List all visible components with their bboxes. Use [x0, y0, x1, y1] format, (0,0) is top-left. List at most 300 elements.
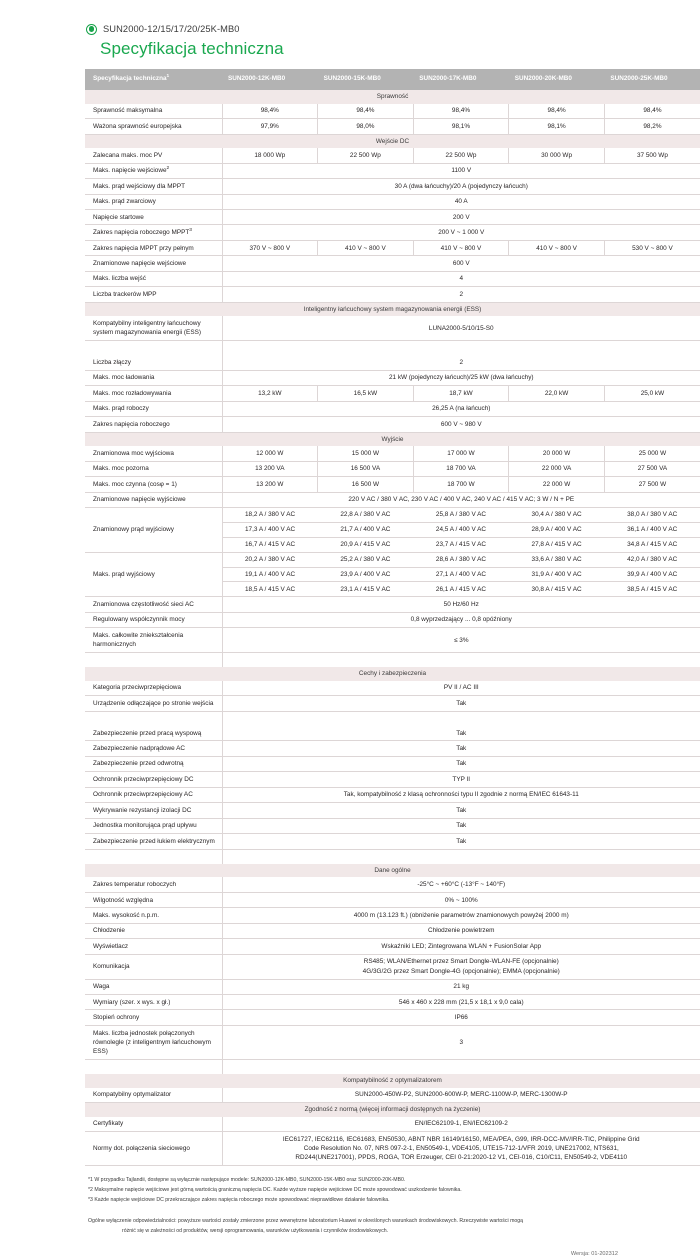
section-title: Wejście DC — [85, 134, 700, 148]
row-label-text: Zabezpieczenie przed pracą wyspową — [93, 729, 202, 737]
cell-value-span: SUN2000-450W-P2, SUN2000-600W-P, MERC-1100W-P, MERC-1300W-P — [222, 1088, 700, 1103]
row-label — [85, 892, 222, 907]
row-label — [85, 597, 222, 612]
cell-value: 98,4% — [604, 104, 700, 119]
cell-value-line: 4G/3G/2G przez Smart Dongle-4G (opcjonalnie); EMMA (opcjonalnie) — [362, 967, 560, 975]
cell-value: 27 500 VA — [604, 461, 700, 476]
table-row — [85, 1088, 700, 1103]
row-label-text: Maks. prąd zwarciowy — [93, 198, 156, 206]
cell-value: 15 000 W — [318, 446, 414, 461]
table-row — [85, 287, 700, 302]
section-title: Zgodność z normą (więcej informacji dostępnych na życzenie) — [85, 1103, 700, 1117]
cell-value-span: LUNA2000-5/10/15-S0 — [222, 316, 700, 340]
cell-value-span: PV II / AC III — [222, 681, 700, 696]
table-row — [85, 1117, 700, 1132]
row-spacer-value — [222, 653, 700, 668]
column-header-12k: SUN2000-12K-MB0 — [222, 69, 318, 90]
cell-value: 25,0 kW — [604, 386, 700, 401]
cell-value: 22 500 Wp — [318, 148, 414, 163]
row-label — [85, 939, 222, 954]
row-label-text: Kompatybilny optymalizator — [93, 1091, 172, 1099]
table-row — [85, 681, 700, 696]
row-label — [85, 756, 222, 771]
table-row — [85, 979, 700, 994]
page-title: Specyfikacja techniczna — [100, 39, 284, 58]
row-label — [85, 726, 222, 741]
row-spacer — [85, 849, 700, 864]
table-row — [85, 954, 700, 979]
table-row — [85, 877, 700, 892]
table-row — [85, 417, 700, 432]
cell-value-line: 34,8 A / 415 V AC — [627, 541, 678, 549]
row-label-text: Znamionowa moc wyjściowa — [93, 449, 174, 457]
row-label-text: Wilgotność względna — [93, 896, 154, 904]
cell-value: 22 000 W — [509, 477, 605, 492]
cell-value-line: 27,8 A / 415 V AC — [531, 541, 582, 549]
table-body — [85, 90, 700, 1166]
row-label-text: Maks. całkowite zniekształcenia harmonicznych — [93, 631, 184, 649]
table-row — [85, 787, 700, 802]
cell-value-stack — [509, 508, 605, 553]
cell-value: 370 V ~ 800 V — [222, 240, 318, 255]
row-label — [85, 787, 222, 802]
row-label-text: Zabezpieczenie nadprądowe AC — [93, 744, 186, 752]
row-label — [85, 741, 222, 756]
cell-value: 98,2% — [604, 119, 700, 134]
cell-value-line: 25,8 A / 380 V AC — [413, 508, 509, 523]
cell-value: 98,1% — [413, 119, 509, 134]
cell-value-span: 200 V — [222, 209, 700, 224]
cell-value: 12 000 W — [222, 446, 318, 461]
cell-value-line: 23,7 A / 415 V AC — [435, 541, 487, 549]
cell-value-span: 600 V ~ 980 V — [222, 417, 700, 432]
row-label — [85, 877, 222, 892]
cell-value-span: Tak — [222, 741, 700, 756]
cell-value-span: 0,8 wyprzedzający ... 0,8 opóźniony — [222, 612, 700, 627]
table-row — [85, 1010, 700, 1025]
cell-value-stack — [509, 552, 605, 597]
cell-value: 98,4% — [509, 104, 605, 119]
row-label-text: Ochronnik przeciwprzepięciowy DC — [93, 775, 194, 783]
row-label — [85, 1010, 222, 1025]
version-label: Wersja: 01-202312 — [570, 1250, 618, 1257]
row-label-text: Ochronnik przeciwprzepięciowy AC — [93, 791, 193, 799]
cell-value: 410 V ~ 800 V — [509, 240, 605, 255]
cell-value-span: 600 V — [222, 256, 700, 271]
row-label-text: Zakres napięcia roboczego MPPT — [93, 229, 190, 237]
column-header-25k: SUN2000-25K-MB0 — [604, 69, 700, 90]
cell-value-line: 21,7 A / 400 V AC — [318, 523, 414, 538]
row-label-text: Zakres napięcia MPPT przy pełnym — [93, 244, 194, 252]
row-label-text: Napięcie startowe — [93, 213, 144, 221]
cell-value-span: EN/IEC62109-1, EN/IEC62109-2 — [222, 1117, 700, 1132]
section-title: Cechy i zabezpieczenia — [85, 667, 700, 681]
row-label-text: Maks. moc rozładowywania — [93, 389, 172, 397]
cell-value-span: Tak — [222, 756, 700, 771]
table-row — [85, 119, 700, 134]
row-label — [85, 923, 222, 938]
table-row — [85, 148, 700, 163]
row-label — [85, 461, 222, 476]
row-label — [85, 908, 222, 923]
table-row — [85, 446, 700, 461]
cell-value-line: 38,5 A / 415 V AC — [627, 585, 678, 593]
cell-value-line: 27,1 A / 400 V AC — [413, 568, 509, 583]
row-label — [85, 696, 222, 711]
row-label-text: Komunikacja — [93, 963, 130, 971]
table-header — [85, 69, 700, 90]
row-spacer-label — [85, 711, 222, 726]
cell-value-span: 4000 m (13.123 ft.) (obniżenie parametrów znamionowych powyżej 2000 m) — [222, 908, 700, 923]
cell-value-span: 40 A — [222, 194, 700, 209]
cell-value: 25 000 W — [604, 446, 700, 461]
table-row — [85, 508, 700, 553]
huawei-logo-icon — [86, 24, 97, 35]
table-row — [85, 240, 700, 255]
row-spacer-value — [222, 711, 700, 726]
row-label — [85, 417, 222, 432]
cell-value-span — [222, 954, 700, 979]
cell-value-span: Wskaźniki LED; Zintegrowana WLAN + FusionSolar App — [222, 939, 700, 954]
row-label-text: Regulowany współczynnik mocy — [93, 616, 185, 624]
table-row — [85, 1132, 700, 1166]
cell-value: 98,0% — [318, 119, 414, 134]
cell-value: 16 500 VA — [318, 461, 414, 476]
section-title: Sprawność — [85, 90, 700, 104]
cell-value-span: 30 A (dwa łańcuchy)/20 A (pojedynczy łańcuch) — [222, 179, 700, 194]
row-label-text: Ważona sprawność europejska — [93, 122, 182, 130]
table-row — [85, 628, 700, 653]
row-spacer — [85, 711, 700, 726]
row-label — [85, 446, 222, 461]
row-label — [85, 104, 222, 119]
column-header-15k: SUN2000-15K-MB0 — [318, 69, 414, 90]
section-header-row — [85, 1103, 700, 1117]
table-row — [85, 163, 700, 178]
cell-value: 27 500 W — [604, 477, 700, 492]
cell-value: 22,0 kW — [509, 386, 605, 401]
section-header-row — [85, 667, 700, 681]
row-label — [85, 316, 222, 340]
cell-value-line: 42,0 A / 380 V AC — [604, 553, 700, 568]
row-label — [85, 772, 222, 787]
row-label-text: Wymiary (szer. x wys. x gł.) — [93, 998, 171, 1006]
table-row — [85, 834, 700, 849]
footnotes — [88, 1176, 698, 1205]
row-label-text: Chłodzenie — [93, 927, 125, 935]
row-label — [85, 818, 222, 833]
cell-value: 97,9% — [222, 119, 318, 134]
row-spacer-label — [85, 1059, 222, 1074]
row-label — [85, 240, 222, 255]
cell-value-line: 20,9 A / 415 V AC — [340, 541, 391, 549]
table-row — [85, 552, 700, 597]
row-spacer-label — [85, 341, 222, 356]
cell-value-span: 220 V AC / 380 V AC, 230 V AC / 400 V AC, 240 V AC / 415 V AC; 3 W / N + PE — [222, 492, 700, 507]
row-label-text: Zakres temperatur roboczych — [93, 881, 177, 889]
row-spacer — [85, 1059, 700, 1074]
cell-value-stack — [413, 552, 509, 597]
column-header-label — [85, 69, 222, 90]
cell-value: 22 500 Wp — [413, 148, 509, 163]
cell-value-line: 18,2 A / 380 V AC — [223, 508, 318, 523]
cell-value: 16 500 W — [318, 477, 414, 492]
cell-value: 13,2 kW — [222, 386, 318, 401]
cell-value-stack — [604, 508, 700, 553]
row-label — [85, 681, 222, 696]
table-row — [85, 923, 700, 938]
cell-value-span: Tak — [222, 696, 700, 711]
row-spacer-value — [222, 849, 700, 864]
cell-value-stack — [222, 508, 318, 553]
row-label — [85, 287, 222, 302]
cell-value: 16,5 kW — [318, 386, 414, 401]
cell-value-span: Tak — [222, 803, 700, 818]
cell-value-line: 19,1 A / 400 V AC — [223, 568, 318, 583]
cell-value-line: 36,1 A / 400 V AC — [604, 523, 700, 538]
cell-value-line: 26,1 A / 415 V AC — [435, 585, 487, 593]
cell-value-span — [222, 1132, 700, 1166]
model-line — [86, 22, 700, 36]
table-row — [85, 194, 700, 209]
cell-value-line: 20,2 A / 380 V AC — [223, 553, 318, 568]
cell-value-span: IP66 — [222, 1010, 700, 1025]
row-label-text: Kompatybilny inteligentny łańcuchowy system magazynowania energii (ESS) — [93, 319, 201, 337]
row-label — [85, 834, 222, 849]
section-title: Wyjście — [85, 432, 700, 446]
cell-value: 22 000 VA — [509, 461, 605, 476]
cell-value-span: Tak, kompatybilność z klasą ochronności typu II zgodnie z normą EN/IEC 61643-11 — [222, 787, 700, 802]
row-label — [85, 1117, 222, 1132]
row-label — [85, 628, 222, 653]
row-label — [85, 209, 222, 224]
row-label-text: Wyświetlacz — [93, 942, 129, 950]
table-row — [85, 939, 700, 954]
row-label-text: Maks. prąd wyjściowy — [93, 570, 155, 578]
row-label-text: Maks. prąd wejściowy dla MPPT — [93, 182, 185, 190]
row-spacer — [85, 341, 700, 356]
section-title: Inteligentny łańcuchowy system magazynowania energii (ESS) — [85, 302, 700, 316]
row-spacer-label — [85, 849, 222, 864]
model-name: SUN2000-12/15/17/20/25K-MB0 — [103, 24, 240, 34]
cell-value: 530 V ~ 800 V — [604, 240, 700, 255]
row-label-superscript: 3 — [189, 227, 192, 233]
cell-value-span: 3 — [222, 1025, 700, 1059]
table-row — [85, 1025, 700, 1059]
column-header-20k: SUN2000-20K-MB0 — [509, 69, 605, 90]
column-header-17k: SUN2000-17K-MB0 — [413, 69, 509, 90]
cell-value: 410 V ~ 800 V — [413, 240, 509, 255]
cell-value-span: Tak — [222, 818, 700, 833]
cell-value-line: 30,4 A / 380 V AC — [509, 508, 605, 523]
section-header-row — [85, 1074, 700, 1088]
cell-value-line: RS485; WLAN/Ethernet przez Smart Dongle-WLAN-FE (opcjonalnie) — [363, 958, 559, 966]
section-header-row — [85, 432, 700, 446]
row-label — [85, 508, 222, 553]
cell-value-span: Chłodzenie powietrzem — [222, 923, 700, 938]
cell-value: 98,4% — [318, 104, 414, 119]
table-row — [85, 370, 700, 385]
document-header — [0, 0, 700, 59]
row-label-text: Zabezpieczenie przed odwrotną — [93, 760, 184, 768]
cell-value: 20 000 W — [509, 446, 605, 461]
cell-value: 13 200 W — [222, 477, 318, 492]
cell-value: 410 V ~ 800 V — [318, 240, 414, 255]
table-row — [85, 461, 700, 476]
table-row — [85, 597, 700, 612]
row-label-text: Maks. napięcie wejściowe — [93, 167, 167, 175]
cell-value-span: 21 kg — [222, 979, 700, 994]
row-label — [85, 355, 222, 370]
row-label — [85, 256, 222, 271]
cell-value-span: 1100 V — [222, 163, 700, 178]
cell-value-stack — [604, 552, 700, 597]
row-label-text: Znamionowe napięcie wejściowe — [93, 259, 187, 267]
table-row — [85, 726, 700, 741]
cell-value-span: -25°C ~ +60°C (-13°F ~ 140°F) — [222, 877, 700, 892]
row-label — [85, 370, 222, 385]
cell-value-span: 0% ~ 100% — [222, 892, 700, 907]
row-label-text: Liczba trackerów MPP — [93, 290, 157, 298]
table-row — [85, 209, 700, 224]
table-row — [85, 492, 700, 507]
row-label — [85, 179, 222, 194]
cell-value-line: 24,5 A / 400 V AC — [413, 523, 509, 538]
row-label — [85, 163, 222, 178]
table-row — [85, 818, 700, 833]
cell-value: 17 000 W — [413, 446, 509, 461]
cell-value-line: RD244(UNE217001), PPDS, ROGA, TOR Erzeuger, CEI 0-21:2020-12 V1, CEI-016, C10/C11, EN50549-2, VDE4110 — [295, 1154, 628, 1162]
footnote: *2 Maksymalne napięcie wejściowe jest górną wartością graniczną napięcia DC. Każde wyższe napięcie wejściowe DC może spowodować uszkodzenie falownika. — [88, 1186, 462, 1193]
specification-table — [85, 69, 700, 1166]
cell-value-line: 28,6 A / 380 V AC — [413, 553, 509, 568]
cell-value-span: ≤ 3% — [222, 628, 700, 653]
row-label — [85, 979, 222, 994]
table-row — [85, 612, 700, 627]
cell-value-line: 22,8 A / 380 V AC — [318, 508, 414, 523]
footnote: *1 W przypadku Tajlandii, dostępne są wyłącznie następujące modele: SUN2000-12K-MB0, SUN2000-15K-MB0 oraz SUN2000-20K-MB0. — [88, 1177, 406, 1184]
column-header-label-text: Specyfikacja techniczna — [93, 75, 167, 82]
row-label — [85, 119, 222, 134]
row-label — [85, 492, 222, 507]
row-label-text: Maks. moc czynna (cosφ = 1) — [93, 480, 177, 488]
cell-value: 18 000 Wp — [222, 148, 318, 163]
row-label-text: Znamionowy prąd wyjściowy — [93, 526, 174, 534]
cell-value-stack — [413, 508, 509, 553]
row-label-text: Certyfikaty — [93, 1120, 124, 1128]
cell-value: 18,7 kW — [413, 386, 509, 401]
row-label — [85, 477, 222, 492]
table-row — [85, 995, 700, 1010]
table-header-row — [85, 69, 700, 90]
table-row — [85, 256, 700, 271]
row-label — [85, 1088, 222, 1103]
row-label-text: Sprawność maksymalna — [93, 107, 163, 115]
cell-value-span: 21 kW (pojedynczy łańcuch)/25 kW (dwa łańcuchy) — [222, 370, 700, 385]
cell-value-line: 31,9 A / 400 V AC — [509, 568, 605, 583]
cell-value-line: 23,1 A / 415 V AC — [340, 585, 391, 593]
row-label — [85, 1025, 222, 1059]
cell-value-span: 26,25 A (na łańcuch) — [222, 401, 700, 416]
row-label-text: Zalecana maks. moc PV — [93, 151, 163, 159]
row-spacer-value — [222, 1059, 700, 1074]
table-row — [85, 401, 700, 416]
cell-value-line: 23,9 A / 400 V AC — [318, 568, 414, 583]
table-row — [85, 271, 700, 286]
cell-value-span: 4 — [222, 271, 700, 286]
table-row — [85, 179, 700, 194]
table-row — [85, 316, 700, 340]
column-header-superscript: 1 — [166, 73, 170, 79]
cell-value-span: 2 — [222, 355, 700, 370]
cell-value-span: 2 — [222, 287, 700, 302]
row-label-text: Jednostka monitorująca prąd upływu — [93, 822, 197, 830]
section-header-row — [85, 90, 700, 104]
section-header-row — [85, 864, 700, 878]
row-label-text: Maks. moc ładowania — [93, 374, 155, 382]
cell-value: 98,4% — [222, 104, 318, 119]
cell-value-span: Tak — [222, 834, 700, 849]
section-header-row — [85, 134, 700, 148]
row-label — [85, 225, 222, 240]
cell-value-line: IEC61727, IEC62116, IEC61683, EN50530, ABNT NBR 16149/16150, MEA/PEA, G99, IRR-DCC-MV/IRR-TIC, Philippine Grid — [282, 1135, 640, 1143]
table-row — [85, 892, 700, 907]
table-row — [85, 803, 700, 818]
cell-value: 30 000 Wp — [509, 148, 605, 163]
table-row — [85, 104, 700, 119]
row-label-text: Stopień ochrony — [93, 1014, 140, 1022]
row-label — [85, 148, 222, 163]
row-label-text: Zakres napięcia roboczego — [93, 420, 170, 428]
row-label-text: Maks. prąd roboczy — [93, 405, 149, 413]
section-title: Kompatybilność z optymalizatorem — [85, 1074, 700, 1088]
cell-value-line: 16,7 A / 415 V AC — [244, 541, 296, 549]
cell-value-span: 200 V ~ 1 000 V — [222, 225, 700, 240]
row-label-text: Normy dot. połączenia sieciowego — [93, 1145, 190, 1153]
cell-value-stack — [318, 552, 414, 597]
row-label-text: Maks. liczba wejść — [93, 275, 146, 283]
row-label — [85, 612, 222, 627]
row-label-superscript: 2 — [166, 166, 170, 172]
table-row — [85, 772, 700, 787]
cell-value-span: Tak — [222, 726, 700, 741]
cell-value-span: 546 x 460 x 228 mm (21,5 x 18,1 x 9,0 cala) — [222, 995, 700, 1010]
disclaimer-line-2: różnić się w zależności od produktów, wersji oprogramowania, warunków użytkowania i czynników środowiskowych. — [122, 1228, 389, 1235]
cell-value-span: TYP II — [222, 772, 700, 787]
disclaimer — [88, 1217, 648, 1237]
cell-value-stack — [318, 508, 414, 553]
cell-value: 37 500 Wp — [604, 148, 700, 163]
table-row — [85, 477, 700, 492]
cell-value: 13 200 VA — [222, 461, 318, 476]
cell-value-line: 18,5 A / 415 V AC — [244, 585, 296, 593]
row-spacer — [85, 653, 700, 668]
cell-value-line: 30,8 A / 415 V AC — [531, 585, 582, 593]
cell-value: 98,4% — [413, 104, 509, 119]
cell-value-line: 38,0 A / 380 V AC — [604, 508, 700, 523]
row-spacer-value — [222, 341, 700, 356]
row-spacer-label — [85, 653, 222, 668]
row-label — [85, 995, 222, 1010]
row-label-text: Zabezpieczenie przed łukiem elektrycznym — [93, 837, 215, 845]
row-label-text: Maks. wysokość n.p.m. — [93, 911, 160, 919]
footnote: *3 Każde napięcie wejściowe DC przekraczające zakres napięcia roboczego może spowodować nieprawidłowe działanie falownika. — [88, 1196, 390, 1203]
cell-value-line: Code Resolution No. 07, NRS 097-2-1, EN50549-1, VDE4105, UTE15-712-1/VFR 2019, UNE217002, NTS631, — [303, 1145, 619, 1153]
row-label — [85, 194, 222, 209]
row-label — [85, 386, 222, 401]
table-row — [85, 355, 700, 370]
row-label — [85, 552, 222, 597]
